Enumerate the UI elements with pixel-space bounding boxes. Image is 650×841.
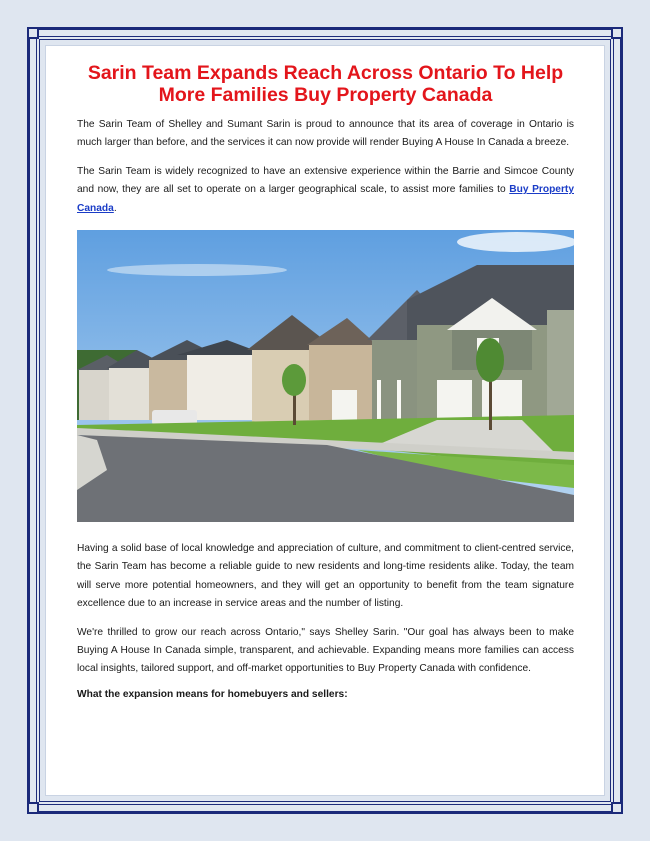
article-title: Sarin Team Expands Reach Across Ontario To Help More Families Buy Property Canada [87,62,564,106]
paragraph-recognition [77,163,574,218]
border-corner-top-right [611,27,623,39]
paragraph-recognition-end: . [113,202,117,214]
paragraph-recognition-text: The Sarin Team is widely recognized to have an extensive experience within the Barrie and Simcoe County and now, they are all set to operate on a larger geographical scale, to assist more families to [77,165,574,196]
paragraph-quote: We're thrilled to grow our reach across Ontario," says Shelley Sarin. "Our goal has always been to make Buying A House In Canada simple, transparent, and achievable. Expanding means more families can access local insights, tailored support, and off-market opportunities to Buy Property Canada with confidence. [77,626,574,675]
suburban-houses-photo [77,230,574,522]
article-body [77,62,574,700]
paragraph-intro: The Sarin Team of Shelley and Sumant Sarin is proud to announce that its area of coverage in Ontario is much larger than before, and the services it can now provide will render Buying A House In Canada a breeze. [77,119,574,149]
border-corner-bottom-right [611,802,623,814]
paragraph-local-knowledge: Having a solid base of local knowledge and appreciation of culture, and commitment to client-centred service, the Sarin Team has become a reliable guide to new residents and long-time residents alike. Today, the team will serve more potential homeowners, and they will get an opportunity to benefit from the team signature excellence due to an increase in service areas and the number of listing. [77,543,574,610]
section-heading-expansion: What the expansion means for homebuyers and sellers: [77,688,348,700]
border-corner-top-left [27,27,39,39]
border-corner-bottom-left [27,802,39,814]
buy-property-canada-link[interactable]: Buy Property Canada [77,184,574,214]
